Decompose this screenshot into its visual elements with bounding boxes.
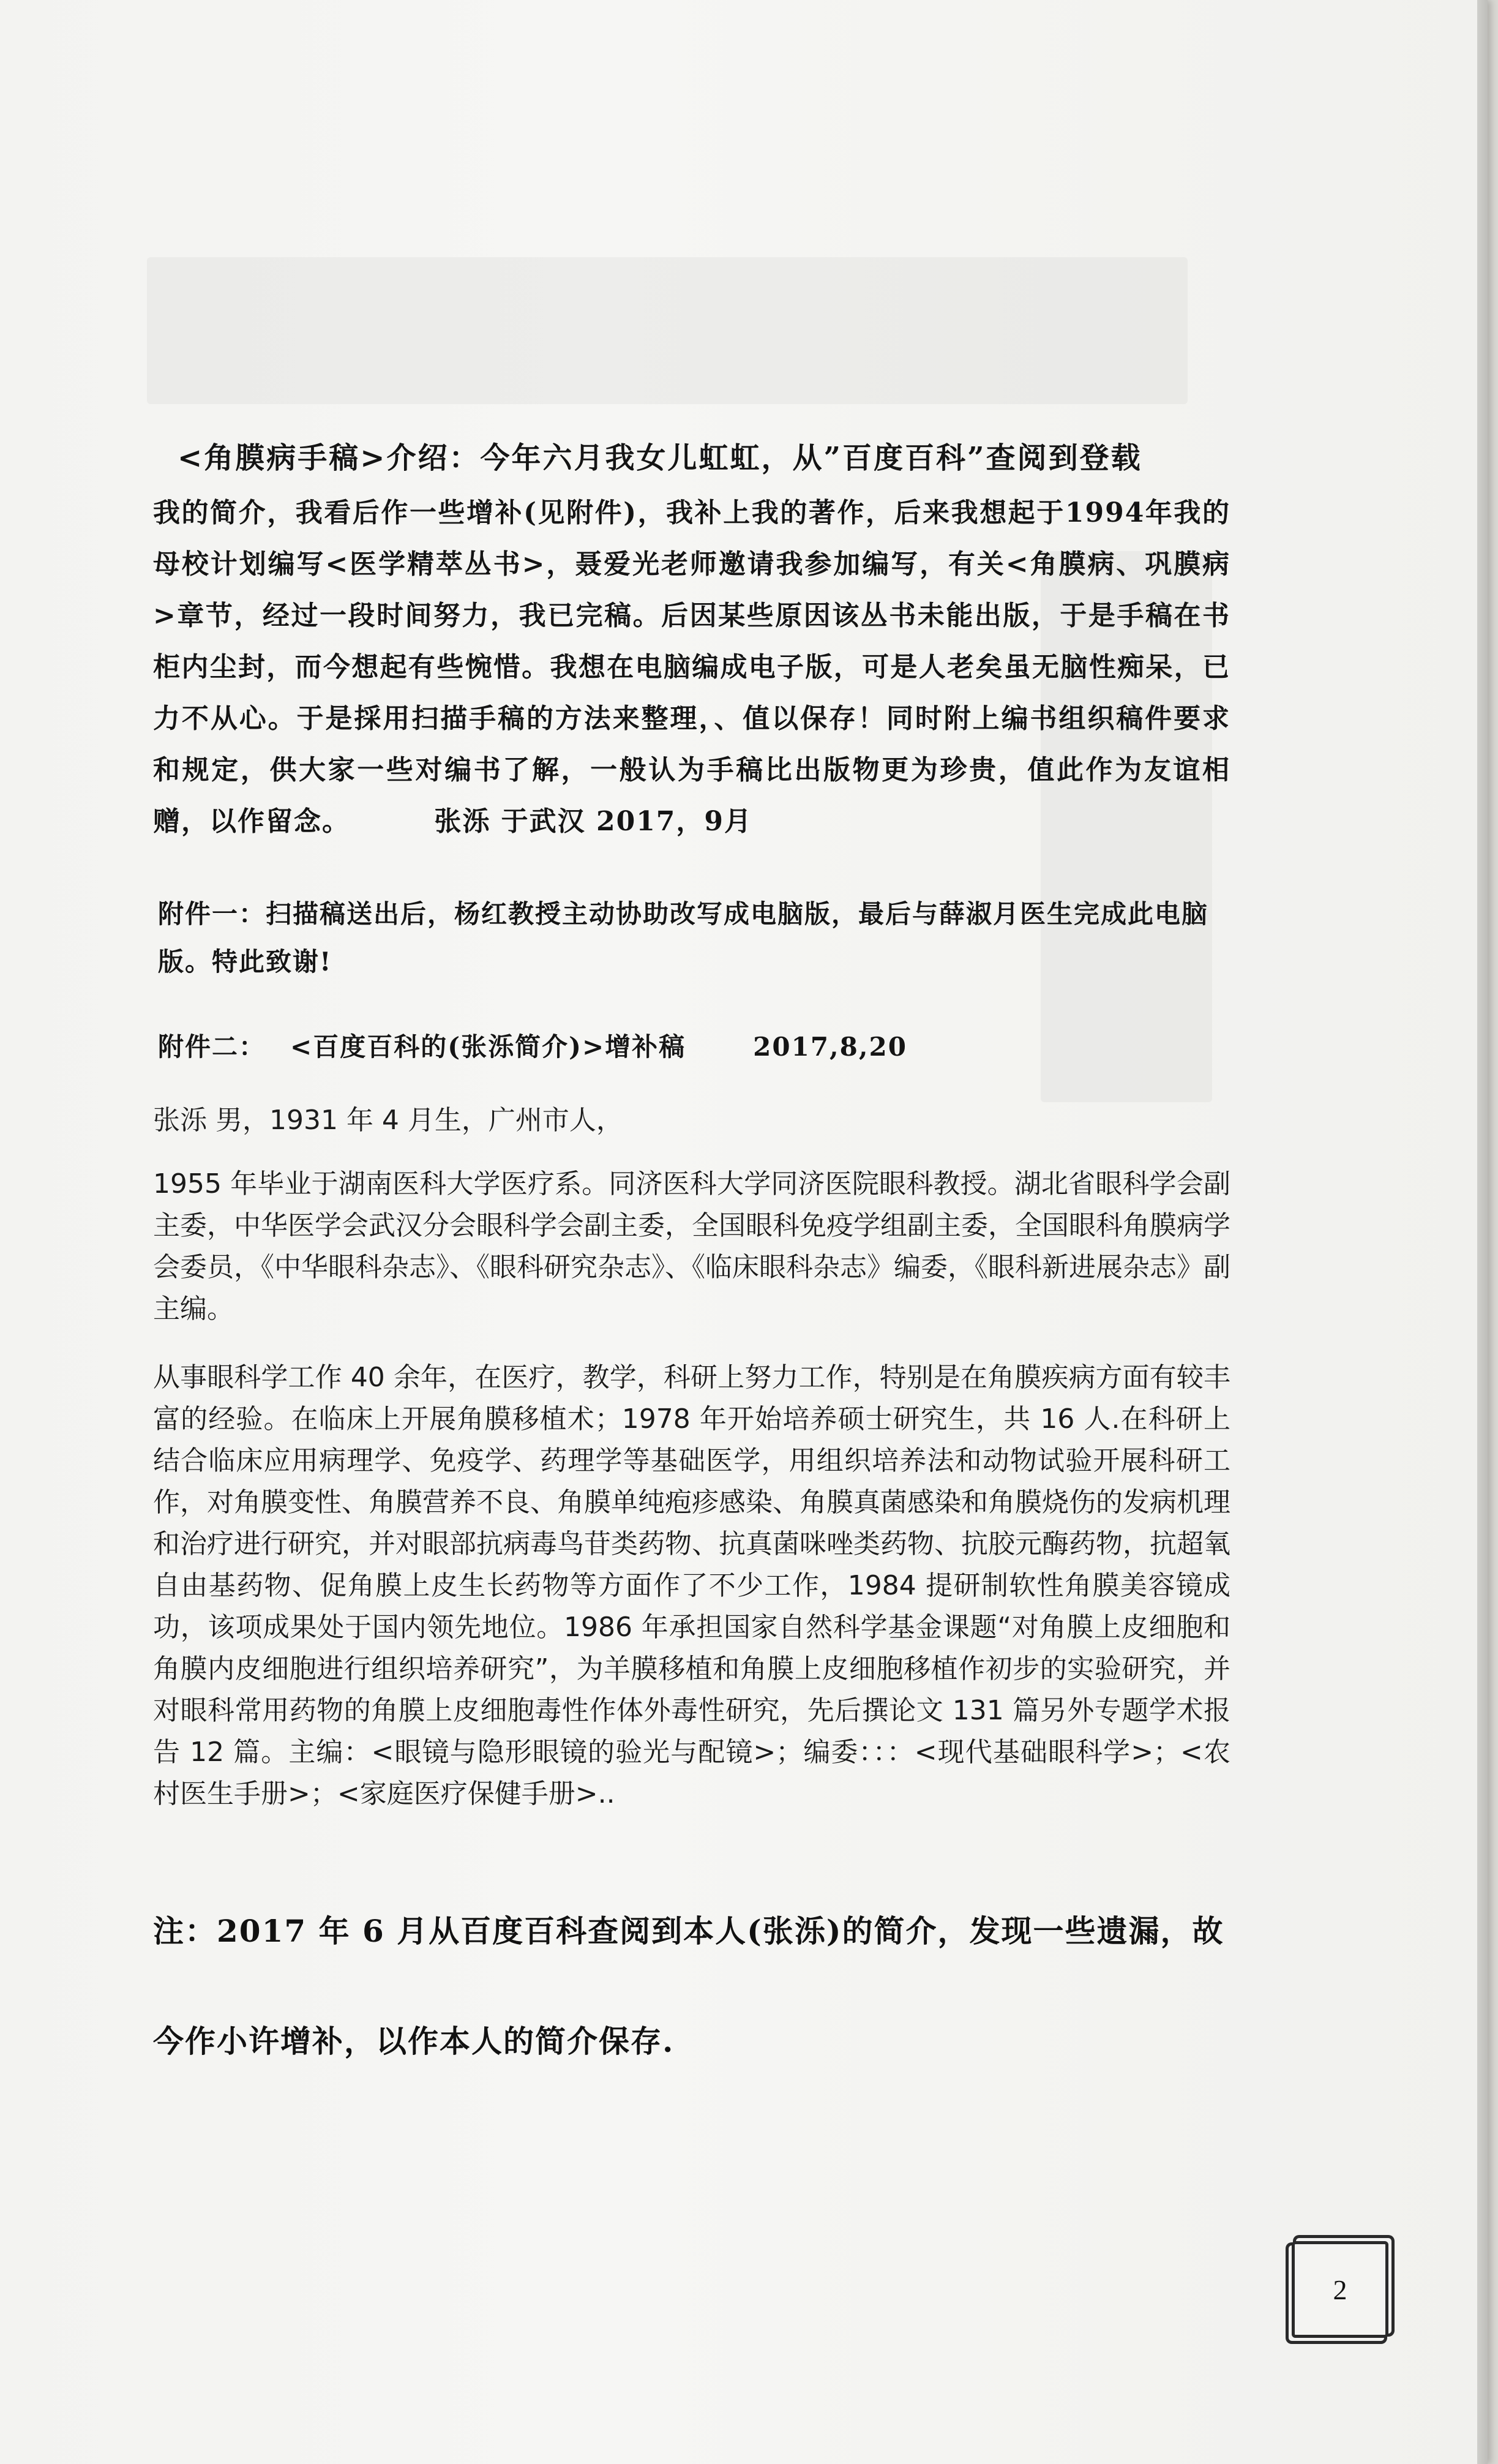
intro-paragraph — [153, 487, 1230, 847]
attachment-one: 附件一：扫描稿送出后，杨红教授主动协助改写成电脑版，最后与薛淑月医生完成此电脑版。特此致谢! — [158, 899, 1209, 977]
bio-paragraph-career: 从事眼科学工作 40 余年，在医疗，教学，科研上努力工作，特别是在角膜疾病方面有较丰富的经验。在临床上开展角膜移植术；1978 年开始培养硕士研究生，共 16 人.在科研上结合临床应用病理学、免疫学、药理学等基础医学，用组织培养法和动物试验开展科研工作，对角膜变性、角膜营养不良、角膜单纯疱疹感染、角膜真菌感染和角膜烧伤的发病机理和治疗进行研究，并对眼部抗病毒鸟苷类药物、抗真菌咪唑类药物、抗胶元酶药物，抗超氧自由基药物、促角膜上皮生长药物等方面作了不少工作，1984 提研制软性角膜美容镜成功，该项成果处于国内领先地位。1986 年承担国家自然科学基金课题“对角膜上皮细胞和角膜内皮细胞进行组织培养研究”，为羊膜移植和角膜上皮细胞移植作初步的实验研究，并对眼科常用药物的角膜上皮细胞毒性作体外毒性研究，先后撰论文 131 篇另外专题学术报告 12 篇。主编：<眼镜与隐形眼镜的验光与配镜>；编委：：：<现代基础眼科学>；<农村医生手册>；<家庭医疗保健手册>.. — [153, 1362, 1230, 1809]
attachment-two — [153, 1029, 1230, 1065]
author-signature: 张泺 于武汉 2017，9月 — [434, 806, 753, 837]
bio-header: 张泺 男，1931 年 4 月生，广州市人， — [153, 1105, 623, 1136]
attachment-two-label: 附件二： — [158, 1032, 266, 1062]
page-number: 2 — [1333, 2274, 1347, 2305]
page-edge — [1477, 0, 1488, 2464]
attachment-two-title: <百度百科的(张泺简介)>增补稿 — [290, 1032, 686, 1062]
show-through-shadow — [147, 257, 1188, 404]
intro-body: 我的简介，我看后作一些增补(见附件)，我补上我的著作，后来我想起于1994年我的母校计划编写<医学精萃丛书>，聂爱光老师邀请我参加编写，有关<角膜病、巩膜病>章节，经过一段时间努力，我已完稿。后因某些原因该丛书未能出版，于是手稿在书柜内尘封，而今想起有些惋惜。我想在电脑编成电子版，可是人老矣虽无脑性痴呆，已力不从心。于是採用扫描手稿的方法来整理，、值以保存！同时附上编书组织稿件要求和规定，供大家一些对编书了解，一般认为手稿比出版物更为珍贵，值此作为友谊相赠，以作留念。 — [153, 497, 1230, 837]
page-number-box — [1292, 2241, 1388, 2338]
note-line-1: 注：2017 年 6 月从百度百科查阅到本人(张泺)的简介，发现一些遗漏，故 — [153, 1913, 1224, 1949]
note-paragraph — [153, 1876, 1230, 2097]
attachment-two-date: 2017,8,20 — [753, 1032, 907, 1062]
note-line-2: 今作小许增补，以作本人的简介保存. — [153, 2023, 675, 2059]
intro-heading: <角膜病手稿>介绍：今年六月我女儿虹虹，从”百度百科”查阅到登载 — [178, 441, 1142, 475]
page-content — [153, 429, 1230, 2097]
bio-paragraph-education: 1955 年毕业于湖南医科大学医疗系。同济医科大学同济医院眼科教授。湖北省眼科学会副主委，中华医学会武汉分会眼科学会副主委，全国眼科免疫学组副主委，全国眼科角膜病学会委员，《中华眼科杂志》、《眼科研究杂志》、《临床眼科杂志》编委，《眼科新进展杂志》副主编。 — [153, 1168, 1230, 1324]
